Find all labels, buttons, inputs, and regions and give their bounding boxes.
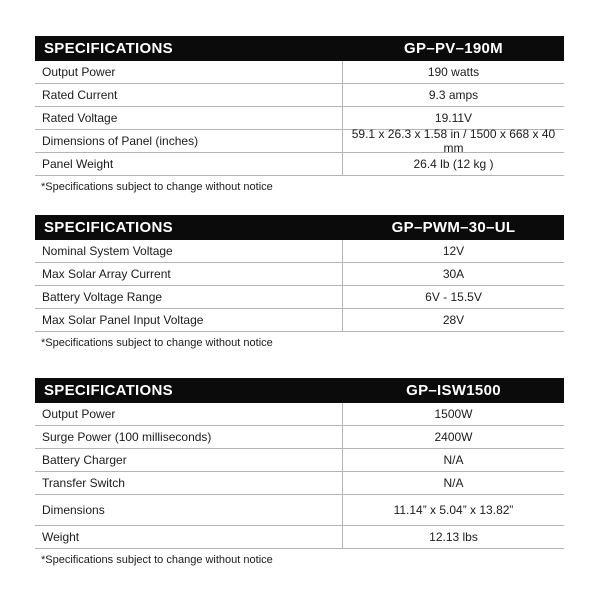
spec-label: Max Solar Array Current [35,263,343,285]
table-header-model: GP–ISW1500 [406,382,501,399]
spec-value: 59.1 x 26.3 x 1.58 in / 1500 x 668 x 40 mm [351,127,556,155]
spec-table-gp-pwm-30-ul [35,215,564,349]
spec-value: 2400W [434,430,473,444]
spec-value: 190 watts [427,65,480,79]
table-header-model: GP–PWM–30–UL [391,219,516,236]
table-row [35,127,564,155]
spec-label: Surge Power (100 milliseconds) [35,426,343,448]
table-row [35,472,564,495]
table-header [35,215,564,240]
spec-table-gp-pv-190m [35,36,564,193]
table-header [35,378,564,403]
spec-value: 12V [442,244,465,258]
footnote: *Specifications subject to change without notice [41,337,273,349]
spec-label: Rated Voltage [35,107,343,129]
table-row [35,403,564,426]
spec-label: Battery Charger [35,449,343,471]
spec-table-gp-isw1500 [35,378,564,566]
spec-value: 11.14” x 5.04” x 13.82” [393,503,514,517]
footnote: *Specifications subject to change without notice [41,181,273,193]
table-row [35,309,564,332]
spec-label: Output Power [35,403,343,425]
spec-value: 30A [442,267,465,281]
table-header-title: SPECIFICATIONS [44,40,173,57]
table-row [35,426,564,449]
spec-value: 9.3 amps [428,88,479,102]
spec-value: 19.11V [434,111,473,125]
spec-value: N/A [443,476,464,490]
spec-label: Nominal System Voltage [35,240,343,262]
table-row [35,263,564,286]
spec-label: Weight [35,526,343,548]
spec-label: Output Power [35,61,343,83]
spec-label: Rated Current [35,84,343,106]
table-header [35,36,564,61]
table-row [35,153,564,176]
spec-label: Max Solar Panel Input Voltage [35,309,343,331]
table-header-title: SPECIFICATIONS [44,219,173,236]
table-row [35,61,564,84]
spec-value: 28V [442,313,465,327]
spec-label: Dimensions [35,495,343,525]
spec-value: 6V - 15.5V [425,290,482,304]
spec-value: 12.13 lbs [429,530,478,544]
table-row [35,286,564,309]
spec-label: Panel Weight [35,153,343,175]
table-row [35,495,564,526]
spec-label: Dimensions of Panel (inches) [35,130,343,152]
footnote: *Specifications subject to change without notice [41,554,273,566]
spec-value: 26.4 lb (12 kg ) [413,157,494,171]
table-row [35,526,564,549]
table-header-title: SPECIFICATIONS [44,382,173,399]
table-row [35,84,564,107]
spec-value: 1500W [434,407,473,421]
spec-value: N/A [443,453,464,467]
table-row [35,449,564,472]
table-header-model: GP–PV–190M [404,40,503,57]
spec-label: Battery Voltage Range [35,286,343,308]
spec-label: Transfer Switch [35,472,343,494]
table-row [35,240,564,263]
